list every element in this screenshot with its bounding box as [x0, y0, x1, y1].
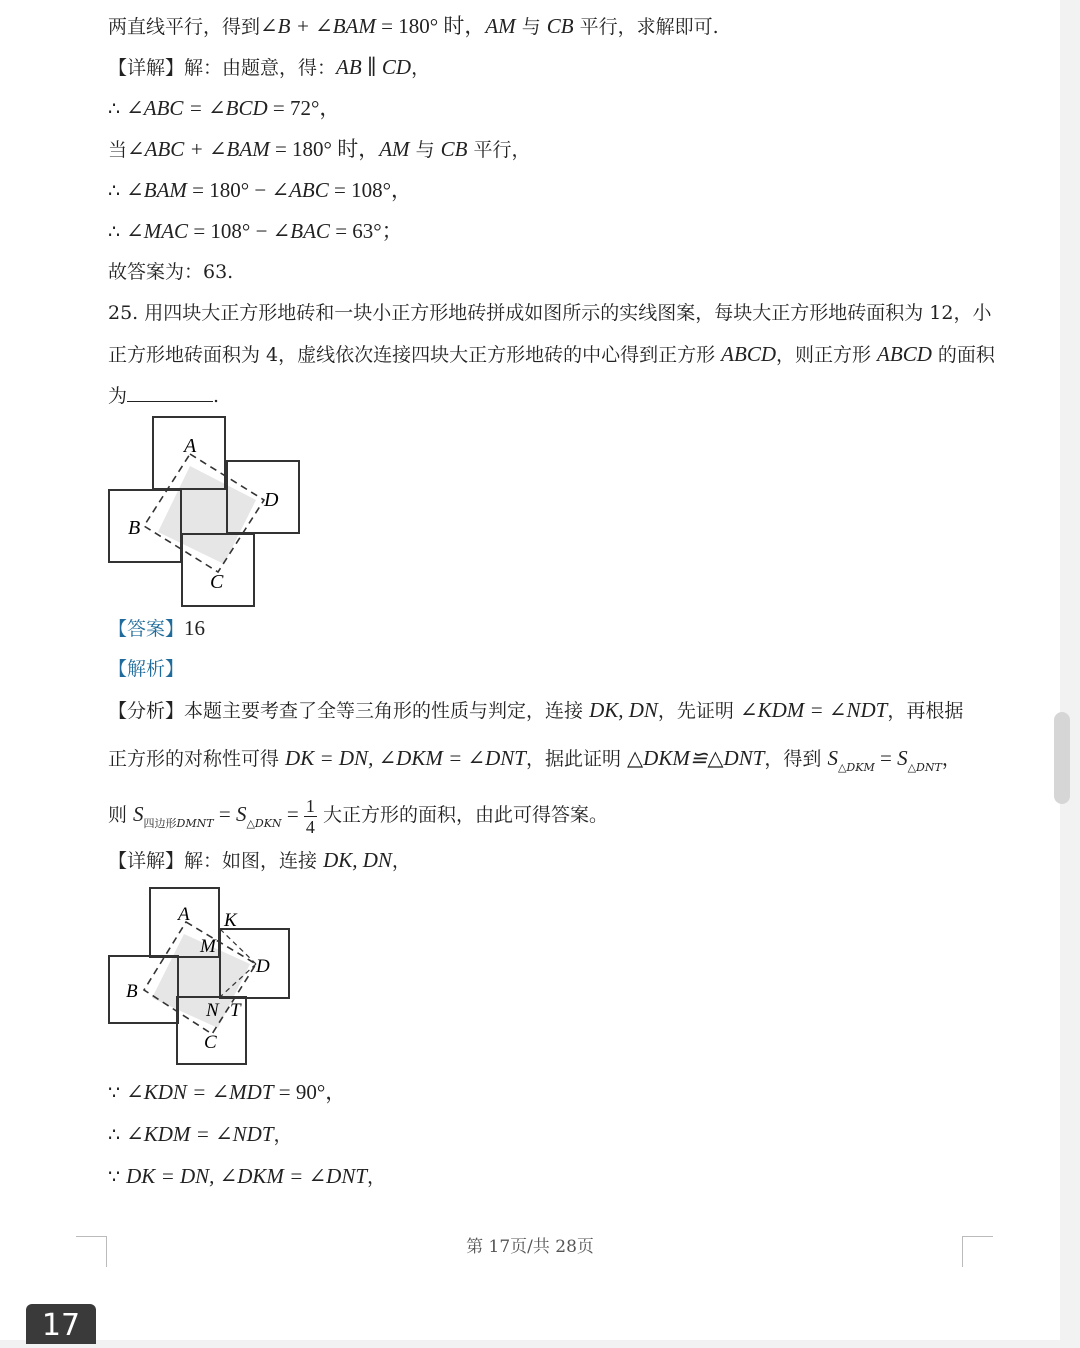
label2-b: B — [126, 981, 138, 1002]
label-a: A — [184, 435, 197, 457]
label2-k: K — [224, 910, 237, 931]
analysis-tag: 【解析】 — [108, 658, 185, 680]
detail-line-4: ∵ DK = DN, ∠DKM = ∠DNT， — [108, 1164, 387, 1188]
fenxi-tag: 【分析】 — [108, 700, 185, 722]
detail-line-3: ∴ ∠KDM = ∠NDT， — [108, 1122, 293, 1146]
analysis-line-2: 正方形的对称性可得 DK = DN, ∠DKM = ∠DNT，据此证明 △DKM≌△DNT，得到 $S_{\triangle DKM} = S_{\triangle DNT}$， — [108, 746, 961, 774]
fraction-one-quarter: $\frac{1}{4}$ — [305, 795, 315, 837]
page-number-badge: 17 — [26, 1304, 96, 1344]
question-25-line-1: 25. 用四块大正方形地砖和一块小正方形地砖拼成如图所示的实线图案，每块大正方形地砖面积为 12，小 — [108, 302, 992, 324]
detail-line-2: ∵ ∠KDN = ∠MDT = 90°， — [108, 1080, 347, 1104]
text-line-4: 当∠ABC + ∠BAM = 180° 时，AM 与 CB 平行， — [108, 137, 531, 161]
answer-tag: 【答案】 — [108, 618, 185, 640]
text-line-3: ∴ ∠ABC = ∠BCD = 72°， — [108, 96, 341, 120]
detail-line-1: 【详解】解：如图，连接 DK, DN， — [108, 848, 411, 872]
label2-m: M — [200, 936, 216, 957]
text-line-5: ∴ ∠BAM = 180° − ∠ABC = 108°， — [108, 178, 412, 202]
answer-line: 【答案】16 — [108, 616, 206, 640]
question-25-line-3: 为 . — [108, 385, 220, 407]
label-d: D — [264, 489, 279, 511]
label2-n: N — [206, 1000, 219, 1021]
question-25-line-2: 正方形地砖面积为 4，虚线依次连接四块大正方形地砖的中心得到正方形 ABCD，则正方形 ABCD 的面积 — [108, 342, 995, 366]
text-line-1: 两直线平行，得到∠B + ∠BAM = 180° 时，AM 与 CB 平行，求解即可. — [108, 14, 719, 38]
label-b: B — [128, 517, 141, 539]
text-line-6: ∴ ∠MAC = 108° − ∠BAC = 63°； — [108, 219, 403, 243]
analysis-tag-line — [108, 657, 184, 681]
tile-figure-2 — [106, 884, 296, 1070]
scrollbar-thumb[interactable] — [1054, 712, 1070, 804]
answer-blank — [127, 383, 213, 402]
tile-figure-1 — [106, 414, 306, 610]
text-line-7: 故答案为：63. — [108, 261, 234, 283]
label2-c: C — [204, 1032, 217, 1053]
text-line-2: 【详解】解：由题意，得：AB ∥ CD， — [108, 55, 431, 79]
analysis-line-1: 【分析】本题主要考查了全等三角形的性质与判定，连接 DK, DN，先证明 ∠KDM = ∠NDT，再根据 — [108, 698, 964, 722]
label2-a: A — [178, 904, 190, 925]
detail-tag-2: 【详解】 — [108, 850, 185, 872]
page-footer: 第 17页/共 28页 — [466, 1237, 594, 1257]
detail-tag: 【详解】 — [108, 57, 185, 79]
label-c: C — [210, 571, 224, 593]
label2-d: D — [256, 956, 270, 977]
analysis-line-3: 则 $S_{四边形DMNT} = S_{\triangle DKN}$ = $\frac{1}{4}$ 大正方形的面积，由此可得答案。 — [108, 795, 608, 837]
label2-t: T — [230, 1000, 241, 1021]
